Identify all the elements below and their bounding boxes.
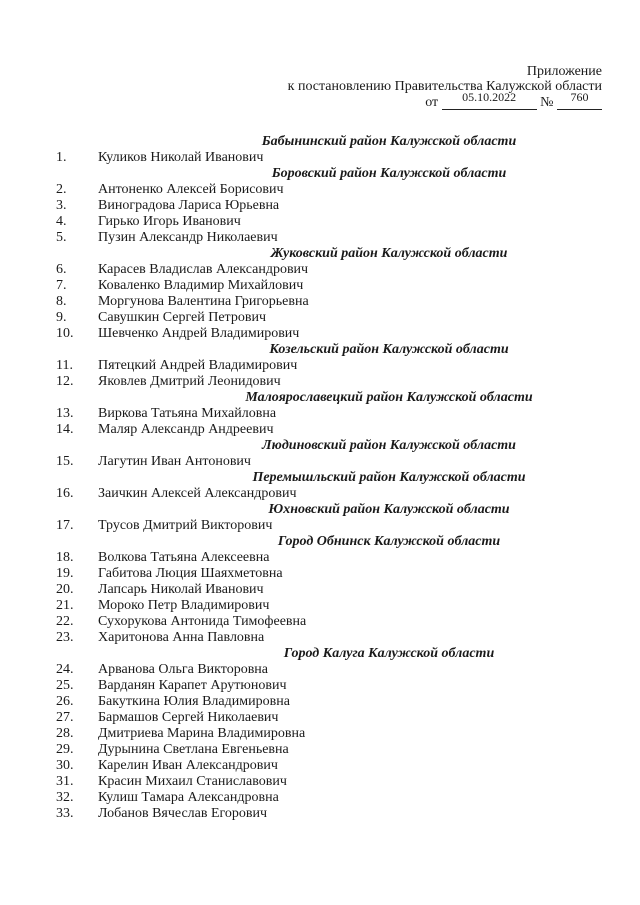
list-item xyxy=(56,230,604,246)
district-heading: Козельский район Калужской области xyxy=(269,342,509,357)
person-name: Кулиш Тамара Александровна xyxy=(98,790,279,805)
list-item xyxy=(56,550,604,566)
item-number: 3. xyxy=(56,198,67,213)
item-number: 27. xyxy=(56,710,74,725)
item-number: 19. xyxy=(56,566,74,581)
list-item xyxy=(56,310,604,326)
person-name: Виркова Татьяна Михайловна xyxy=(98,406,277,421)
person-name: Арванова Ольга Викторовна xyxy=(98,662,269,677)
person-name: Антоненко Алексей Борисович xyxy=(98,182,284,197)
persons-list xyxy=(56,134,604,822)
person-name: Пузин Александр Николаевич xyxy=(98,230,278,245)
item-number: 14. xyxy=(56,422,74,437)
item-number: 26. xyxy=(56,694,74,709)
date-prefix: от xyxy=(425,95,439,110)
person-name: Гирько Игорь Иванович xyxy=(98,214,241,229)
date-number-row xyxy=(288,90,602,110)
item-number: 17. xyxy=(56,518,74,533)
list-item xyxy=(56,214,604,230)
number-prefix: № xyxy=(540,95,554,110)
district-heading: Перемышльский район Калужской области xyxy=(252,470,526,485)
appendix-title: Приложение xyxy=(526,64,602,79)
item-number: 21. xyxy=(56,598,74,613)
list-item xyxy=(56,278,604,294)
list-item xyxy=(56,566,604,582)
date-blank xyxy=(442,90,537,110)
item-number: 30. xyxy=(56,758,74,773)
person-name: Лагутин Иван Антонович xyxy=(98,454,251,469)
person-name: Трусов Дмитрий Викторович xyxy=(98,518,273,533)
person-name: Бакуткина Юлия Владимировна xyxy=(98,694,290,709)
item-number: 24. xyxy=(56,662,74,677)
district-heading: Город Калуга Калужской области xyxy=(283,646,495,661)
list-item xyxy=(56,662,604,678)
person-name: Савушкин Сергей Петрович xyxy=(98,310,266,325)
person-name: Моргунова Валентина Григорьевна xyxy=(98,294,309,309)
appendix-reference: к постановлению Правительства Калужской области xyxy=(287,79,602,94)
item-number: 33. xyxy=(56,806,74,821)
list-item xyxy=(56,518,604,534)
person-name: Варданян Карапет Арутюнович xyxy=(98,678,287,693)
list-item xyxy=(56,262,604,278)
list-item xyxy=(56,198,604,214)
item-number: 4. xyxy=(56,214,67,229)
person-name: Куликов Николай Иванович xyxy=(98,150,264,165)
item-number: 22. xyxy=(56,614,74,629)
list-item xyxy=(56,726,604,742)
list-item xyxy=(56,614,604,630)
item-number: 8. xyxy=(56,294,67,309)
person-name: Заичкин Алексей Александрович xyxy=(98,486,297,501)
item-number: 20. xyxy=(56,582,74,597)
list-item xyxy=(56,422,604,438)
list-item xyxy=(56,326,604,342)
district-heading: Бабынинский район Калужской области xyxy=(261,134,517,149)
person-name: Маляр Александр Андреевич xyxy=(98,422,274,437)
list-item xyxy=(56,710,604,726)
person-name: Шевченко Андрей Владимирович xyxy=(98,326,300,341)
list-item xyxy=(56,374,604,390)
list-item xyxy=(56,694,604,710)
list-item xyxy=(56,454,604,470)
list-item xyxy=(56,150,604,166)
number-value: 760 xyxy=(570,90,589,104)
item-number: 6. xyxy=(56,262,67,277)
number-blank xyxy=(557,90,602,110)
item-number: 11. xyxy=(56,358,73,373)
person-name: Коваленко Владимир Михайлович xyxy=(98,278,304,293)
person-name: Карасев Владислав Александрович xyxy=(98,262,309,277)
list-item xyxy=(56,790,604,806)
person-name: Карелин Иван Александрович xyxy=(98,758,278,773)
person-name: Пятецкий Андрей Владимирович xyxy=(98,358,298,373)
list-item xyxy=(56,486,604,502)
list-item xyxy=(56,806,604,822)
district-heading: Боровский район Калужской области xyxy=(271,166,507,181)
person-name: Лобанов Вячеслав Егорович xyxy=(98,806,268,821)
district-heading: Малоярославецкий район Калужской области xyxy=(245,390,533,405)
person-name: Лапсарь Николай Иванович xyxy=(98,582,264,597)
item-number: 25. xyxy=(56,678,74,693)
person-name: Волкова Татьяна Алексеевна xyxy=(98,550,270,565)
item-number: 18. xyxy=(56,550,74,565)
list-item xyxy=(56,358,604,374)
item-number: 23. xyxy=(56,630,74,645)
item-number: 31. xyxy=(56,774,74,789)
item-number: 32. xyxy=(56,790,74,805)
person-name: Дмитриева Марина Владимировна xyxy=(98,726,306,741)
list-item xyxy=(56,582,604,598)
item-number: 16. xyxy=(56,486,74,501)
list-item xyxy=(56,182,604,198)
list-item xyxy=(56,294,604,310)
person-name: Габитова Люция Шаяхметовна xyxy=(98,566,283,581)
list-item xyxy=(56,406,604,422)
item-number: 7. xyxy=(56,278,67,293)
item-number: 28. xyxy=(56,726,74,741)
person-name: Сухорукова Антонида Тимофеевна xyxy=(98,614,307,629)
district-heading: Людиновский район Калужской области xyxy=(262,438,516,453)
item-number: 10. xyxy=(56,326,74,341)
date-value: 05.10.2022 xyxy=(462,90,517,104)
list-item xyxy=(56,774,604,790)
person-name: Красин Михаил Станиславович xyxy=(98,774,287,789)
item-number: 12. xyxy=(56,374,74,389)
person-name: Харитонова Анна Павловна xyxy=(98,630,265,645)
item-number: 13. xyxy=(56,406,74,421)
district-heading: Юхновский район Калужской области xyxy=(268,502,510,517)
list-item xyxy=(56,742,604,758)
item-number: 1. xyxy=(56,150,67,165)
list-item xyxy=(56,630,604,646)
document-header xyxy=(288,64,602,110)
person-name: Мороко Петр Владимирович xyxy=(98,598,270,613)
list-item xyxy=(56,678,604,694)
person-name: Виноградова Лариса Юрьевна xyxy=(98,198,280,213)
list-item xyxy=(56,598,604,614)
person-name: Яковлев Дмитрий Леонидович xyxy=(98,374,281,389)
item-number: 15. xyxy=(56,454,74,469)
district-heading: Жуковский район Калужской области xyxy=(270,246,508,261)
person-name: Дурынина Светлана Евгеньевна xyxy=(98,742,289,757)
person-name: Бармашов Сергей Николаевич xyxy=(98,710,279,725)
district-heading: Город Обнинск Калужской области xyxy=(277,534,501,549)
item-number: 9. xyxy=(56,310,67,325)
item-number: 29. xyxy=(56,742,74,757)
item-number: 2. xyxy=(56,182,67,197)
item-number: 5. xyxy=(56,230,67,245)
list-item xyxy=(56,758,604,774)
